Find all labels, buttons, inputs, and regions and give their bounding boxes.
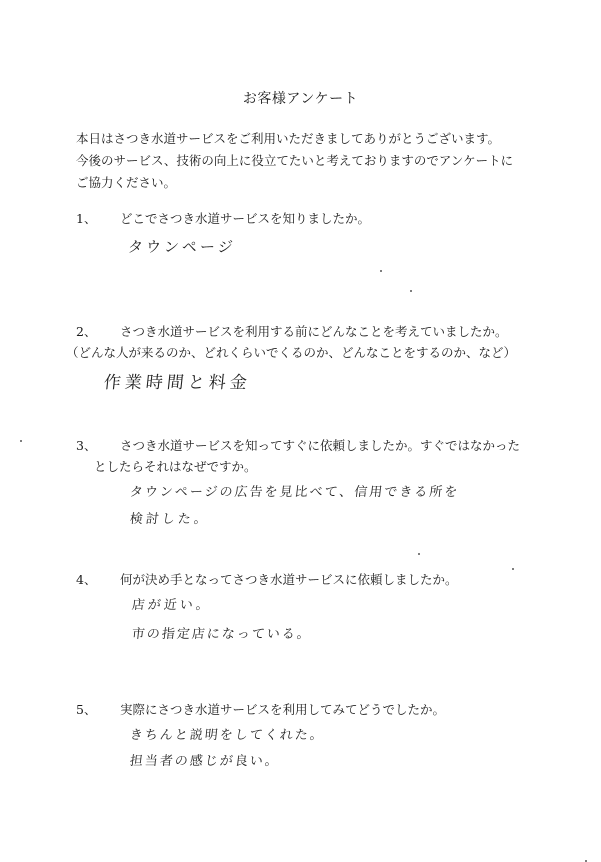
question-text: 何が決め手となってさつき水道サービスに依頼しましたか。 [120,572,458,587]
answer-4-line-1: 店が近い。 [131,598,213,613]
intro-line: 本日はさつき水道サービスをご利用いただきましてありがとうございます。 [76,131,501,146]
question-text: さつき水道サービスを利用する前にどんなことを考えていましたか。 [120,324,508,339]
intro-line: 今後のサービス、技術の向上に役立てたいと考えておりますのでアンケートに [76,153,514,168]
answer-1: タウンページ [127,238,237,256]
answer-5-line-1: きちんと説明をしてくれた。 [129,728,326,743]
intro-line: ご協力ください。 [76,175,177,190]
intro-paragraph [76,128,576,194]
answer-3-line-2: 検討した。 [129,512,211,527]
question-number: 5、 [76,702,97,717]
question-text-continued: としたらそれはなぜですか。 [94,459,257,474]
question-number: 4、 [76,572,97,587]
question-number: 1、 [76,211,97,226]
answer-3-line-1: タウンページの広告を見比べて、信用できる所を [129,485,461,500]
scan-speck [410,290,412,292]
page-title: お客様アンケート [242,91,359,107]
scan-speck [418,553,420,555]
scan-speck [20,440,22,442]
question-text: どこでさつき水道サービスを知りましたか。 [120,211,371,226]
answer-4-line-2: 市の指定店になっている。 [131,627,313,642]
scan-speck [512,568,514,570]
question-number: 3、 [76,438,97,453]
scan-speck [380,270,382,272]
question-2-note: （どんな人が来るのか、どれくらいでくるのか、どんなことをするのか、など） [66,345,517,360]
question-text: さつき水道サービスを知ってすぐに依頼しましたか。すぐではなかった [120,438,521,453]
question-text: 実際にさつき水道サービスを利用してみてどうでしたか。 [120,702,446,717]
answer-2: 作業時間と料金 [102,373,252,393]
question-number: 2、 [76,324,97,339]
answer-5-line-2: 担当者の感じが良い。 [129,754,281,769]
